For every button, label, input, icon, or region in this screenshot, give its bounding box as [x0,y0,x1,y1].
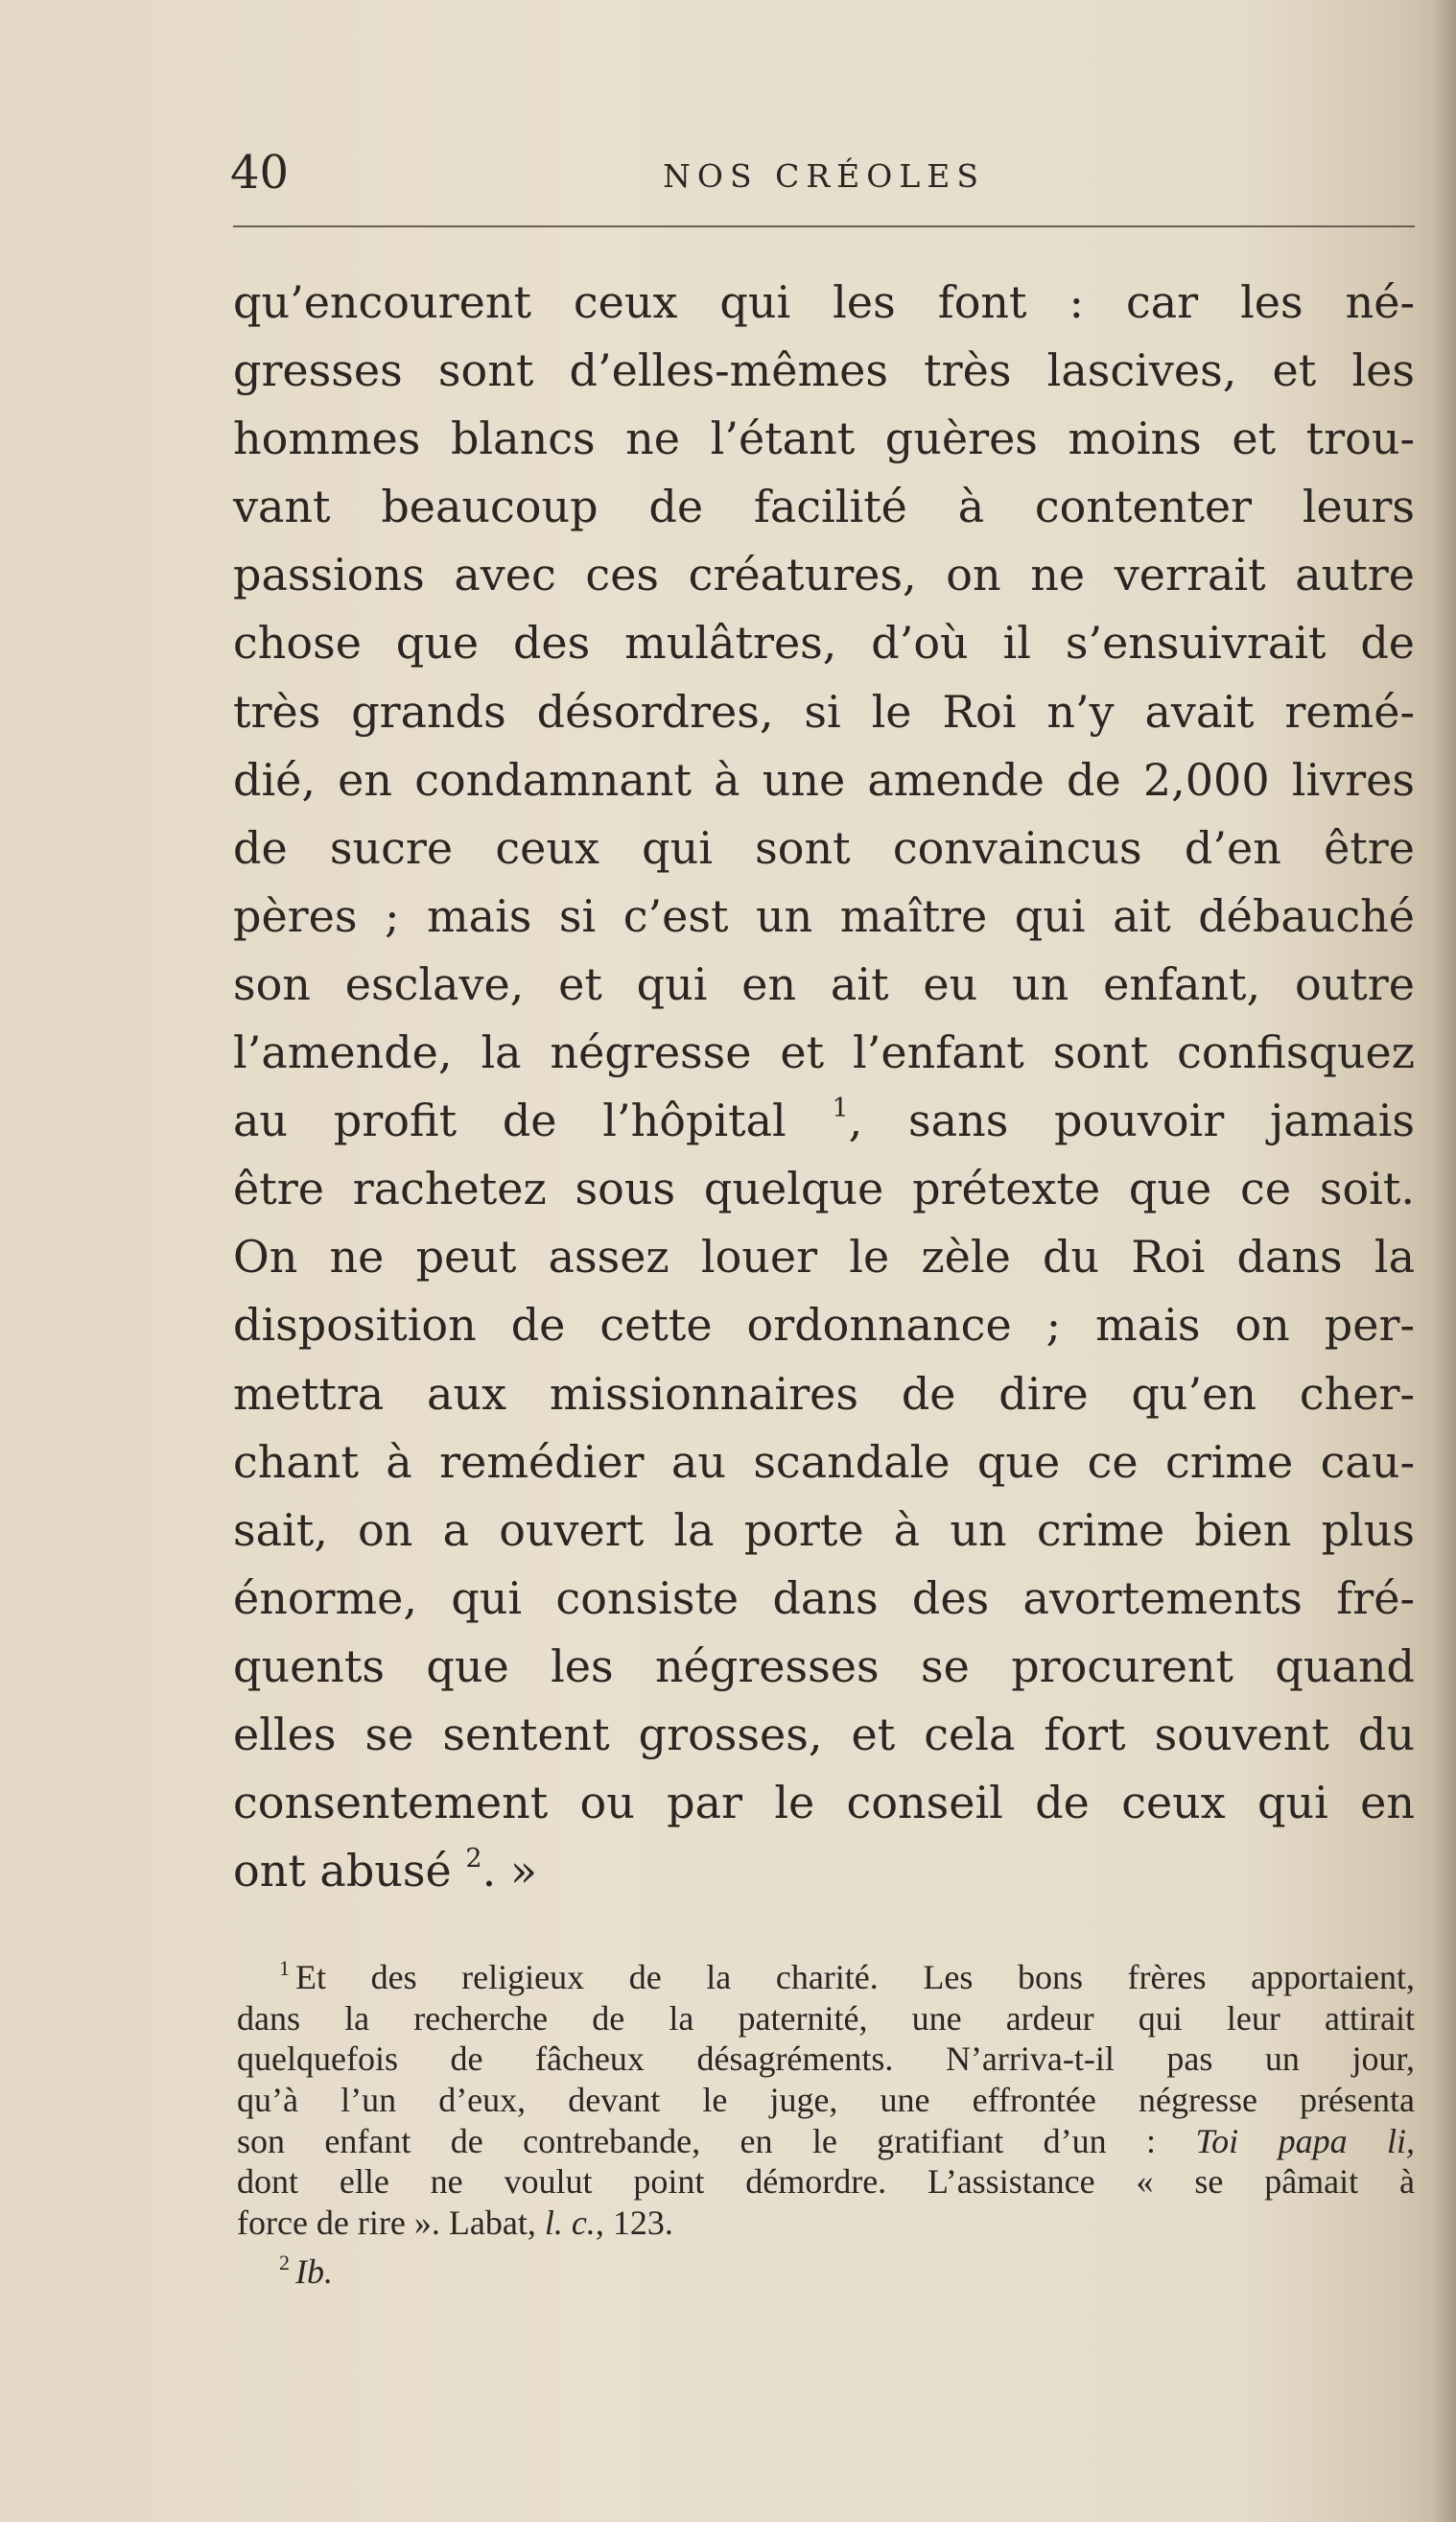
body-line: mettra aux missionnaires de dire qu’en cher- [233,1367,1415,1420]
body-line: énorme, qui consiste dans des avortements fré- [233,1571,1415,1624]
page-edge-shadow [1433,0,1456,2522]
footnote-text: Et des religieux de la charité. Les bons frères apportaient, [295,1958,1415,1996]
body-line: pères ; mais si c’est un maître qui ait débauché [233,889,1415,942]
body-line: chose que des mulâtres, d’où il s’ensuivrait de [233,617,1415,670]
body-line: quents que les négresses se procurent quand [233,1639,1415,1692]
footnote-1-mark: 1 [279,1956,290,1980]
footnote-text: force de rire ». Labat, [237,2204,536,2243]
footnote-1-line: qu’à l’un d’eux, devant le juge, une effrontée négresse présenta [237,2081,1415,2120]
footnote-ref-1[interactable]: 1 [832,1094,849,1124]
body-line: qu’encourent ceux qui les font : car les né- [233,276,1415,328]
page-header [230,144,1418,211]
header-rule [233,225,1415,227]
page-number: 40 [230,146,290,200]
body-line: l’amende, la négresse et l’enfant sont confisquez [233,1026,1415,1079]
body-line-with-note [233,1087,1415,1155]
body-line: On ne peut assez louer le zèle du Roi dans la [233,1231,1415,1284]
footnotes [237,1957,1415,2293]
footnote-2-mark: 2 [279,2250,290,2275]
footnote-citation: l. c. [544,2204,596,2243]
body-line: disposition de cette ordonnance ; mais on per- [233,1299,1415,1352]
body-line: passions avec ces créatures, on ne verrait autre [233,549,1415,601]
footnote-1-line [237,2121,1415,2162]
body-line-text: . » [481,1845,537,1897]
body-line: hommes blancs ne l’étant guères moins et trou- [233,412,1415,465]
footnote-2-line [237,2251,1415,2293]
footnote-2-text: Ib. [295,2251,333,2291]
body-line-text: au profit de l’hôpital [233,1095,787,1147]
footnote-creole-quote: Toi papa li, [1195,2121,1415,2160]
body-line: son esclave, et qui en ait eu un enfant, outre [233,957,1415,1010]
footnote-1-line: dont elle ne voulut point démordre. L’assistance « se pâmait à [237,2162,1415,2202]
body-line: très grands désordres, si le Roi n’y avait remé- [233,685,1415,738]
body-line: chant à remédier au scandale que ce crime cau- [233,1435,1415,1488]
footnote-1-line: dans la recherche de la paternité, une ardeur qui leur attirait [237,1998,1415,2038]
body-line: vant beaucoup de facilité à contenter leurs [233,481,1415,533]
footnote-1-line: quelquefois de fâcheux désagréments. N’arriva-t-il pas un jour, [237,2039,1415,2079]
body-text [233,269,1415,1905]
footnote-text: , 123. [595,2204,673,2243]
body-line: elles se sentent grosses, et cela fort souvent du [233,1708,1415,1760]
body-line-text: , sans pouvoir jamais [848,1095,1416,1147]
body-line: dié, en condamnant à une amende de 2,000 livres [233,753,1415,806]
body-line: gresses sont d’elles-mêmes très lascives, et les [233,344,1415,397]
running-head: NOS CRÉOLES [663,157,985,195]
footnote-ref-2[interactable]: 2 [465,1844,482,1874]
body-line-with-note [233,1837,1415,1905]
body-line: être rachetez sous quelque prétexte que ce soit. [233,1163,1415,1215]
body-line: consentement ou par le conseil de ceux qui en [233,1777,1415,1829]
body-line: sait, on a ouvert la porte à un crime bien plus [233,1503,1415,1556]
body-line: de sucre ceux qui sont convaincus d’en être [233,821,1415,874]
footnote-1-line [237,2203,1415,2244]
footnote-1-line [237,1957,1415,1998]
body-line-text: ont abusé [233,1845,452,1897]
footnote-text: son enfant de contrebande, en le gratifiant d’un : [237,2121,1157,2160]
